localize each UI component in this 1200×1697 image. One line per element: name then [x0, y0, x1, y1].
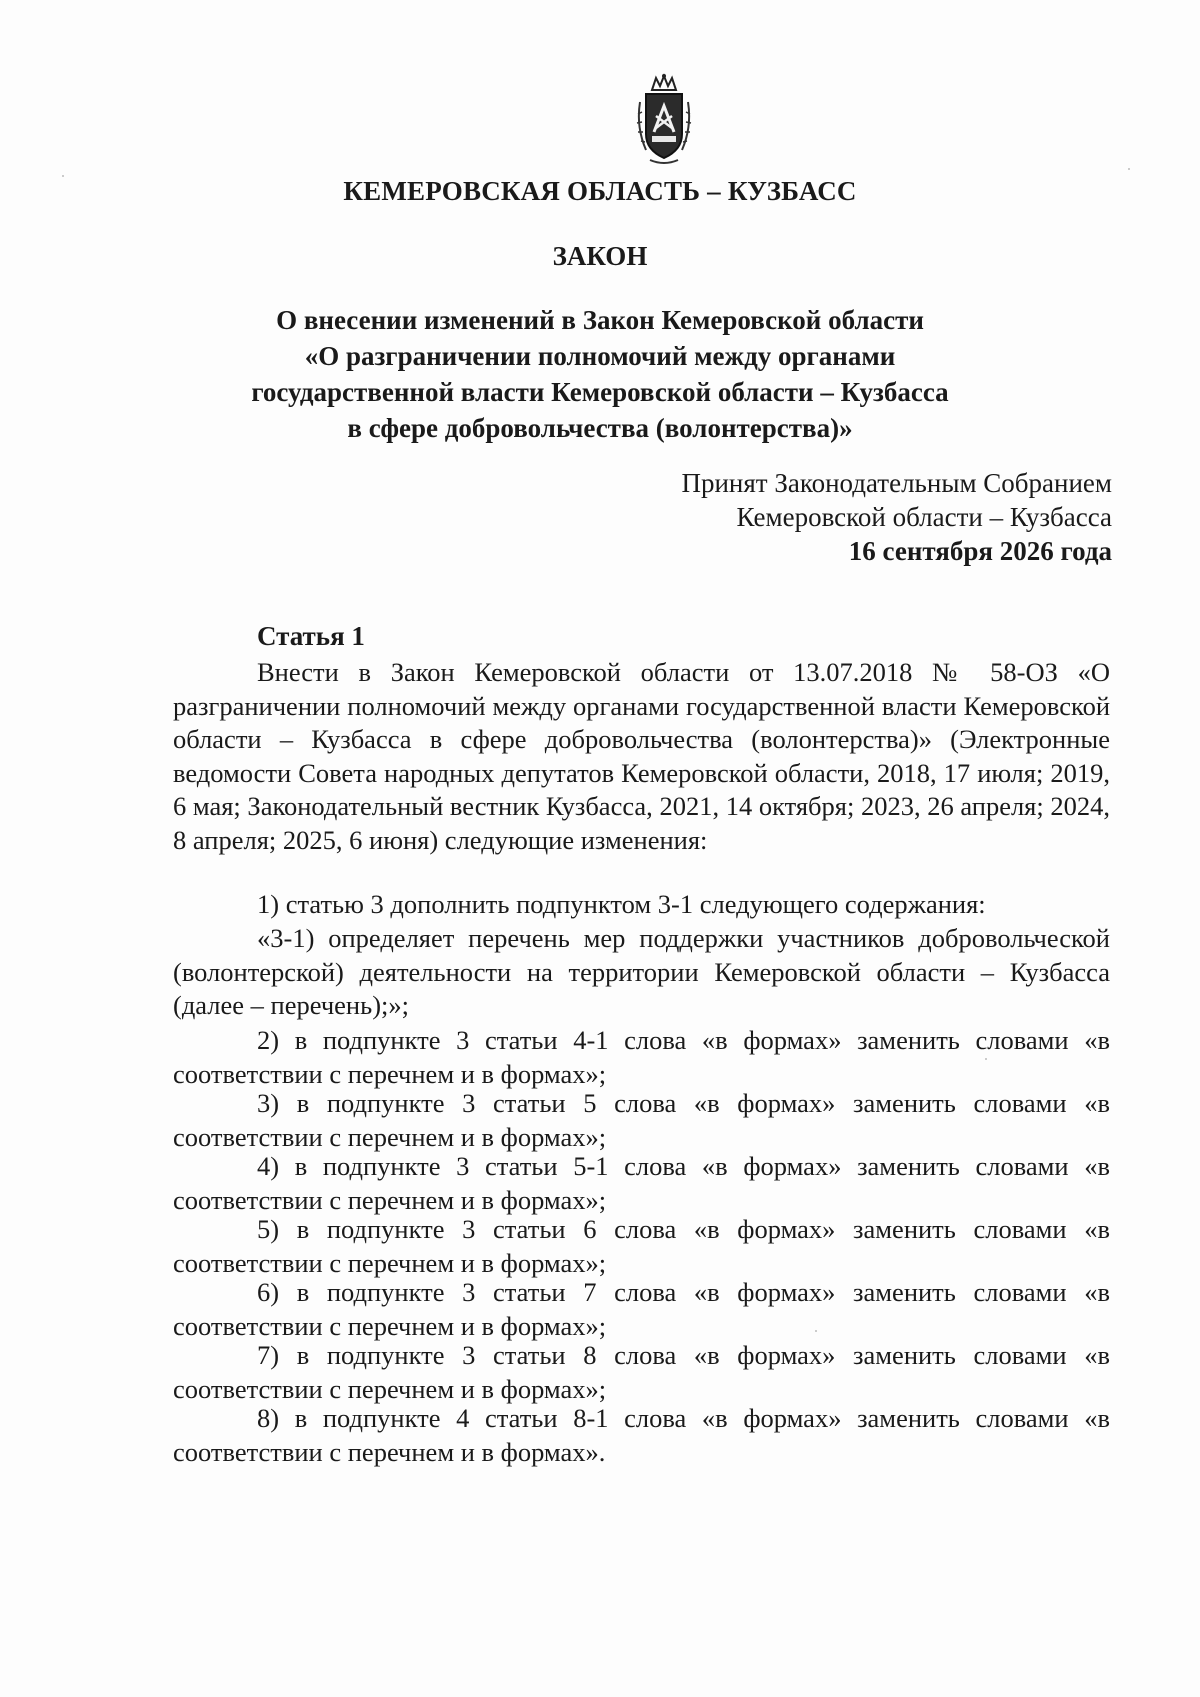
adoption-line: Принят Законодательным Собранием [681, 468, 1112, 498]
article-heading: Статья 1 [257, 621, 365, 651]
adoption-date: 16 сентября 2026 года [848, 536, 1112, 566]
list-item: 2) в подпункте 3 статьи 4-1 слова «в формах» заменить словами «в соответствии с перечнем и в формах»; [173, 1025, 1110, 1089]
scan-speck [62, 175, 64, 177]
list-item: 1) статью 3 дополнить подпунктом 3-1 следующего содержания: [257, 889, 986, 919]
law-title-line: государственной власти Кемеровской области – Кузбасса [251, 377, 949, 407]
adoption-block [681, 466, 1112, 568]
list-item: 7) в подпункте 3 статьи 8 слова «в формах» заменить словами «в соответствии с перечнем и в формах»; [173, 1340, 1110, 1404]
law-title-line: в сфере добровольчества (волонтерства)» [347, 413, 853, 443]
list-item: 3) в подпункте 3 статьи 5 слова «в формах» заменить словами «в соответствии с перечнем и в формах»; [173, 1088, 1110, 1152]
article-intro: Внести в Закон Кемеровской области от 13.07.2018 № 58-ОЗ «О разграничении полномочий между органами государственной власти Кемеровской области – Кузбасса в сфере добровольчества (волонтерства)» (Электронные ведомости Совета народных депутатов Кемеровской области, 2018, 17 июля; 2019, 6 мая; Законодательный вестник Кузбасса, 2021, 14 октября; 2023, 26 апреля; 2024, 8 апреля; 2025, 6 июня) следующие изменения: [173, 657, 1110, 855]
list-item: 4) в подпункте 3 статьи 5-1 слова «в формах» заменить словами «в соответствии с перечнем и в формах»; [173, 1151, 1110, 1215]
coat-of-arms-icon [632, 72, 696, 168]
scan-speck [815, 1330, 817, 1332]
law-title-line: О внесении изменений в Закон Кемеровской области [276, 305, 924, 335]
list-item: «3-1) определяет перечень мер поддержки участников добровольческой (волонтерской) деятельности на территории Кемеровской области – Кузбасса (далее – перечень);»; [173, 923, 1110, 1020]
law-title [180, 302, 1020, 446]
region-title: КЕМЕРОВСКАЯ ОБЛАСТЬ – КУЗБАСС [343, 176, 857, 206]
list-item: 6) в подпункте 3 статьи 7 слова «в формах» заменить словами «в соответствии с перечнем и в формах»; [173, 1277, 1110, 1341]
list-item: 5) в подпункте 3 статьи 6 слова «в формах» заменить словами «в соответствии с перечнем и в формах»; [173, 1214, 1110, 1278]
adoption-line: Кемеровской области – Кузбасса [736, 502, 1112, 532]
scan-speck [985, 1058, 987, 1060]
list-item: 8) в подпункте 4 статьи 8-1 слова «в формах» заменить словами «в соответствии с перечнем и в формах». [173, 1403, 1110, 1467]
law-title-line: «О разграничении полномочий между органами [304, 341, 896, 371]
scan-speck [1128, 168, 1130, 170]
document-type: ЗАКОН [552, 241, 648, 271]
